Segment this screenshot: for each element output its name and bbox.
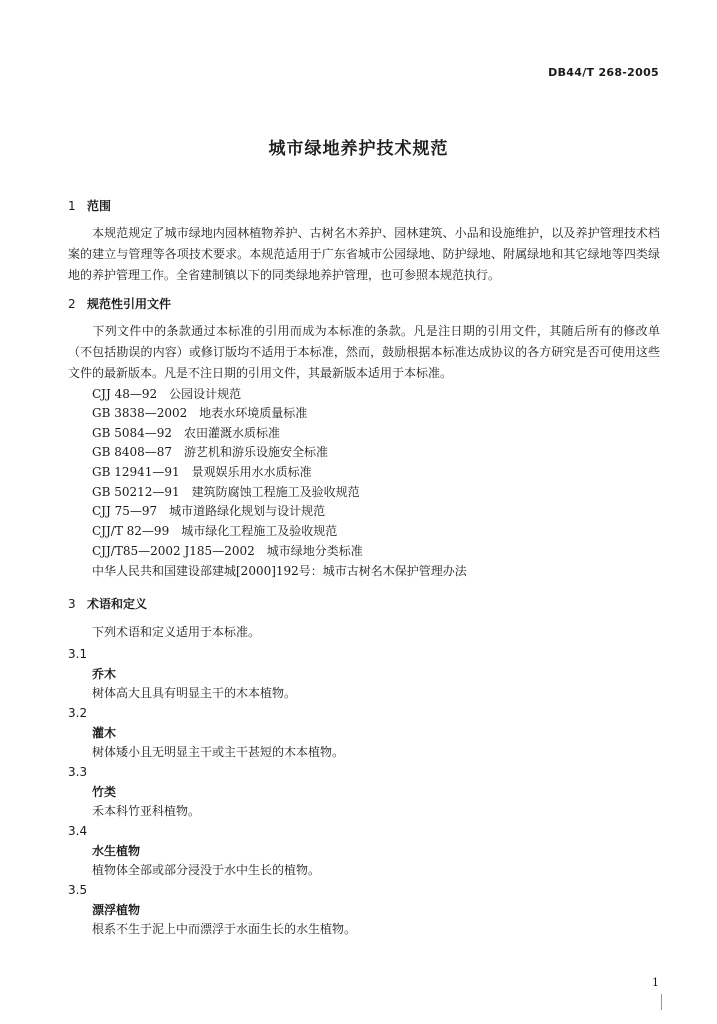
term-definition: 植物体全部或部分浸没于水中生长的植物。 [92, 863, 321, 877]
section-2-paragraph [68, 321, 660, 384]
section-1-paragraph [68, 223, 660, 286]
section-title: 规范性引用文件 [87, 297, 172, 311]
term-definition: 树体矮小且无明显主干或主干甚短的木本植物。 [92, 745, 345, 759]
paragraph-text: 本规范规定了城市绿地内园林植物养护、古树名木养护、园林建筑、小品和设施维护，以及养护管理技术档案的建立与管理等各项技术要求。本规范适用于广东省城市公园绿地、防护绿地、附属绿地和其它绿地等四类绿地的养护管理工作。全省建制镇以下的同类绿地养护管理，也可参照本规范执行。 [68, 226, 660, 282]
section-1-heading [68, 198, 111, 214]
term-number: 3.4 [68, 824, 88, 838]
term-name: 乔木 [92, 667, 117, 681]
reference-item: 中华人民共和国建设部建城[2000]192号：城市古树名木保护管理办法 [92, 564, 467, 578]
term-number: 3.5 [68, 883, 88, 897]
paragraph-text: 下列文件中的条款通过本标准的引用而成为本标准的条款。凡是注日期的引用文件，其随后所有的修改单（不包括勘误的内容）或修订版均不适用于本标准，然而，鼓励根据本标准达成协议的各方研究是否可使用这些文件的最新版本。凡是不注日期的引用文件，其最新版本适用于本标准。 [68, 324, 660, 380]
term-name: 漂浮植物 [92, 903, 141, 917]
term-name: 灌木 [92, 726, 117, 740]
reference-item: CJJ/T 82—99 城市绿化工程施工及验收规范 [92, 524, 338, 538]
section-3-intro: 下列术语和定义适用于本标准。 [92, 625, 261, 639]
section-number: 2 [68, 297, 76, 311]
section-title: 范围 [87, 199, 112, 213]
reference-item: GB 50212—91 建筑防腐蚀工程施工及验收规范 [92, 485, 360, 499]
page-number: 1 [652, 976, 659, 989]
standard-code: DB44/T 268-2005 [548, 66, 659, 79]
term-number: 3.1 [68, 647, 88, 661]
section-3-heading [68, 596, 147, 612]
section-title: 术语和定义 [87, 597, 148, 611]
reference-item: CJJ 48—92 公园设计规范 [92, 387, 242, 401]
term-definition: 根系不生于泥上中而漂浮于水面生长的水生植物。 [92, 922, 357, 936]
section-number: 3 [68, 597, 76, 611]
page-edge-rule [661, 994, 662, 1010]
reference-item: GB 5084—92 农田灌溉水质标准 [92, 426, 281, 440]
reference-item: GB 3838—2002 地表水环境质量标准 [92, 406, 308, 420]
term-number: 3.3 [68, 765, 88, 779]
section-2-heading [68, 296, 171, 312]
reference-item: GB 8408—87 游艺机和游乐设施安全标准 [92, 445, 329, 459]
term-definition: 禾本科竹亚科植物。 [92, 804, 201, 818]
reference-item: CJJ/T85—2002 J185—2002 城市绿地分类标准 [92, 544, 363, 558]
term-name: 水生植物 [92, 844, 141, 858]
section-number: 1 [68, 199, 76, 213]
term-name: 竹类 [92, 785, 117, 799]
document-title: 城市绿地养护技术规范 [268, 139, 449, 159]
term-number: 3.2 [68, 706, 88, 720]
term-definition: 树体高大且具有明显主干的木本植物。 [92, 686, 297, 700]
reference-item: CJJ 75—97 城市道路绿化规划与设计规范 [92, 504, 326, 518]
reference-item: GB 12941—91 景观娱乐用水水质标准 [92, 465, 312, 479]
